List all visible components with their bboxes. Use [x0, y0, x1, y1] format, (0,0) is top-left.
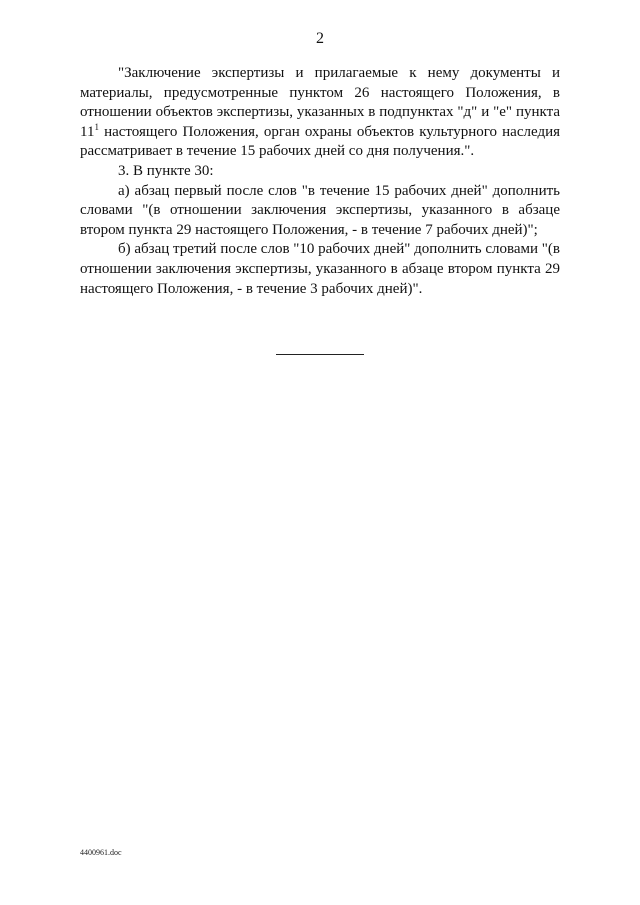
paragraph-subitem-a: а) абзац первый после слов "в течение 15 рабочих дней" дополнить словами "(в отношении заключения экспертизы, указанного в абзаце втором пункта 29 настоящего Положения, - в течение 7 рабочих дней)";	[80, 182, 560, 238]
superscript-index: 1	[94, 121, 99, 132]
paragraph-expertise-review	[80, 64, 560, 162]
page-number: 2	[316, 30, 324, 47]
footer-filename: 4400961.doc	[80, 848, 122, 857]
paragraph-text-continued: настоящего Положения, орган охраны объектов культурного наследия рассматривает в течение 15 рабочих дней со дня получения.".	[80, 123, 560, 160]
paragraph-item-3: 3. В пункте 30:	[118, 162, 214, 179]
paragraph-subitem-b: б) абзац третий после слов "10 рабочих дней" дополнить словами "(в отношении заключения экспертизы, указанного в абзаце втором пункта 29 настоящего Положения, - в течение 3 рабочих дней)".	[80, 241, 560, 297]
end-separator-line	[276, 354, 364, 355]
paragraph-text: "Заключение экспертизы и прилагаемые к нему документы и материалы, предусмотренные пунктом 26 настоящего Положения, в отношении объектов экспертизы, указанных в подпунктах "д" и "е" пункта 11	[80, 65, 560, 140]
document-body	[80, 64, 560, 299]
